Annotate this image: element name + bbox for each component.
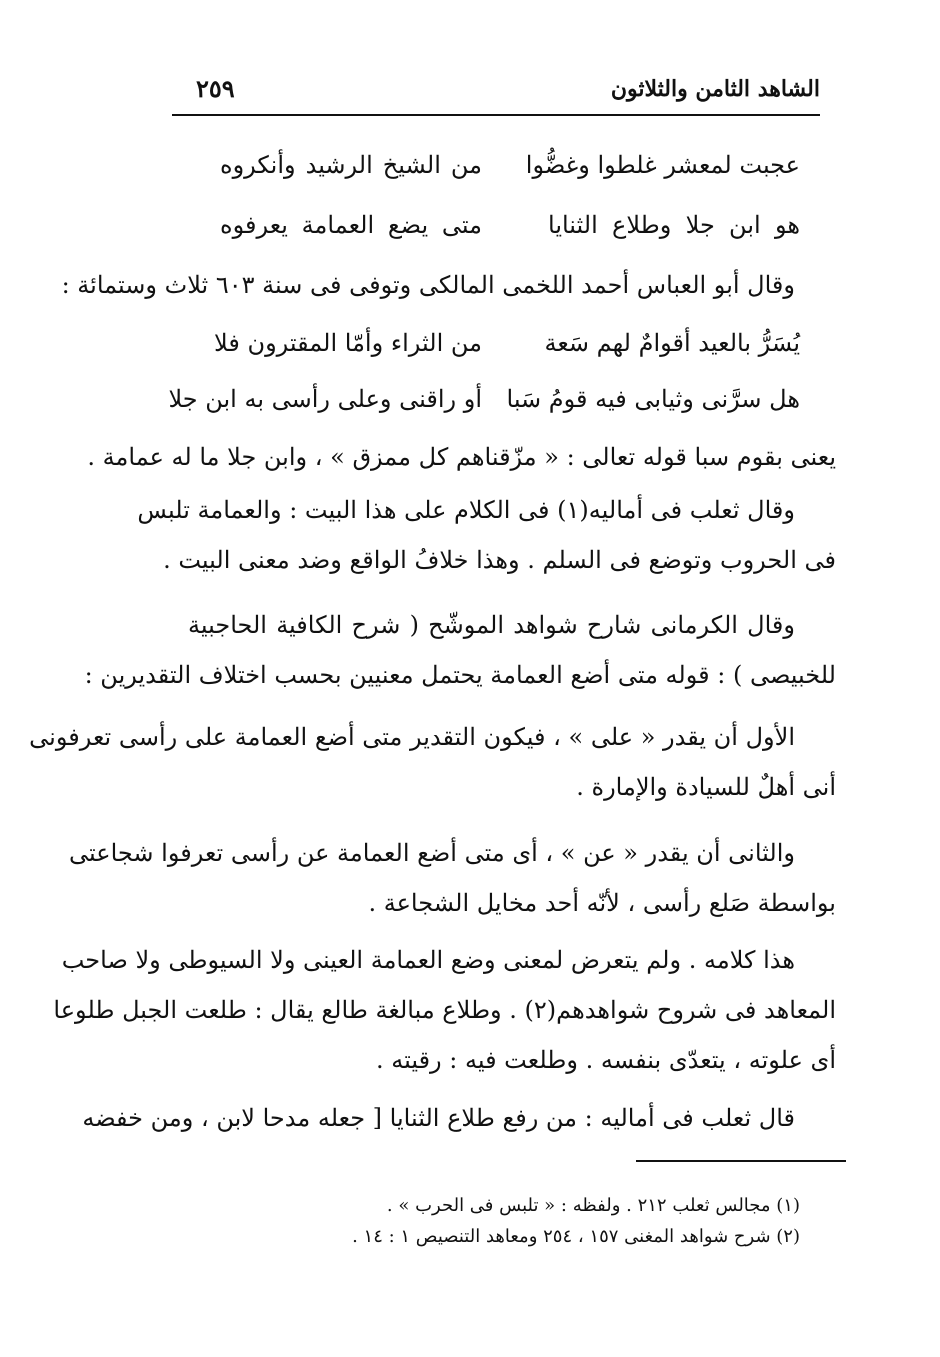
paragraph-1-line-1: يعنى بقوم سبا قوله تعالى : « مزّقناهم كل ممزق » ، وابن جلا ما له عمامة . [87, 443, 836, 471]
paragraph-4-line-2: أنى أهلٌ للسيادة والإمارة . [576, 773, 836, 801]
verse-4-first-hemistich: هل سرَّنى وثيابى فيه قومُ سَبا [506, 385, 800, 413]
footnote-2: (٢) شرح شواهد المغنى ١٥٧ ، ٢٥٤ ومعاهد التنصيص ١ : ١٤ . [352, 1226, 800, 1247]
paragraph-2-line-1: وقال ثعلب فى أماليه(١) فى الكلام على هذا البيت : والعمامة تلبس [137, 496, 795, 524]
header-rule [172, 114, 820, 116]
paragraph-6-line-1: هذا كلامه . ولم يتعرض لمعنى وضع العمامة العينى ولا السيوطى ولا صاحب [61, 946, 795, 974]
footnote-rule [636, 1160, 846, 1162]
paragraph-6-line-2: المعاهد فى شروح شواهدهم(٢) . وطلاع مبالغة طالع يقال : طلعت الجبل طلوعا [53, 996, 836, 1024]
verse-2-second-hemistich: متى يضع العمامة يعرفوه [220, 211, 482, 239]
paragraph-3-line-1: وقال الكرمانى شارح شواهد الموشّح ( شرح الكافية الحاجبية [188, 611, 795, 639]
paragraph-2-line-2: فى الحروب وتوضع فى السلم . وهذا خلافُ الواقع وضد معنى البيت . [163, 546, 836, 574]
page-header [172, 70, 820, 110]
verse-2-first-hemistich: هو ابن جلا وطلاع الثنايا [548, 211, 800, 239]
paragraph-6-line-3: أى علوته ، يتعدّى بنفسه . وطلعت فيه : رقيته . [375, 1046, 836, 1074]
running-title: الشاهد الثامن والثلاثون [610, 76, 820, 102]
verse-1-first-hemistich: عجبت لمعشر غلطوا وغضُّوا [525, 151, 800, 179]
intro-line: وقال أبو العباس أحمد اللخمى المالكى وتوفى فى سنة ٦٠٣ ثلاث وستمائة : [61, 271, 795, 299]
paragraph-3-line-2: للخبيصى ) : قوله متى أضع العمامة يحتمل معنيين بحسب اختلاف التقديرين : [84, 661, 836, 689]
verse-3-second-hemistich: من الثراء وأمّا المقترون فلا [214, 329, 482, 357]
verse-3-first-hemistich: يُسَرُّ بالعيد أقوامٌ لهم سَعة [544, 329, 800, 357]
paragraph-7-line-1: قال ثعلب فى أماليه : من رفع طلاع الثنايا [ جعله مدحا لابن ، ومن خفضه [82, 1104, 795, 1132]
paragraph-4-line-1: الأول أن يقدر « على » ، فيكون التقدير متى أضع العمامة على رأسى تعرفونى [29, 723, 795, 751]
footnote-1: (١) مجالس ثعلب ٢١٢ . ولفظه : « تلبس فى الحرب » . [386, 1195, 800, 1216]
verse-1-second-hemistich: من الشيخ الرشيد وأنكروه [220, 151, 482, 179]
paragraph-5-line-1: والثانى أن يقدر « عن » ، أى متى أضع العمامة عن رأسى تعرفوا شجاعتى [69, 839, 795, 867]
verse-4-second-hemistich: أو راقنى وعلى رأسى به ابن جلا [168, 385, 482, 413]
page-number: ٢٥٩ [196, 74, 235, 103]
paragraph-5-line-2: بواسطة صَلع رأسى ، لأنّه أحد مخايل الشجاعة . [368, 889, 836, 917]
